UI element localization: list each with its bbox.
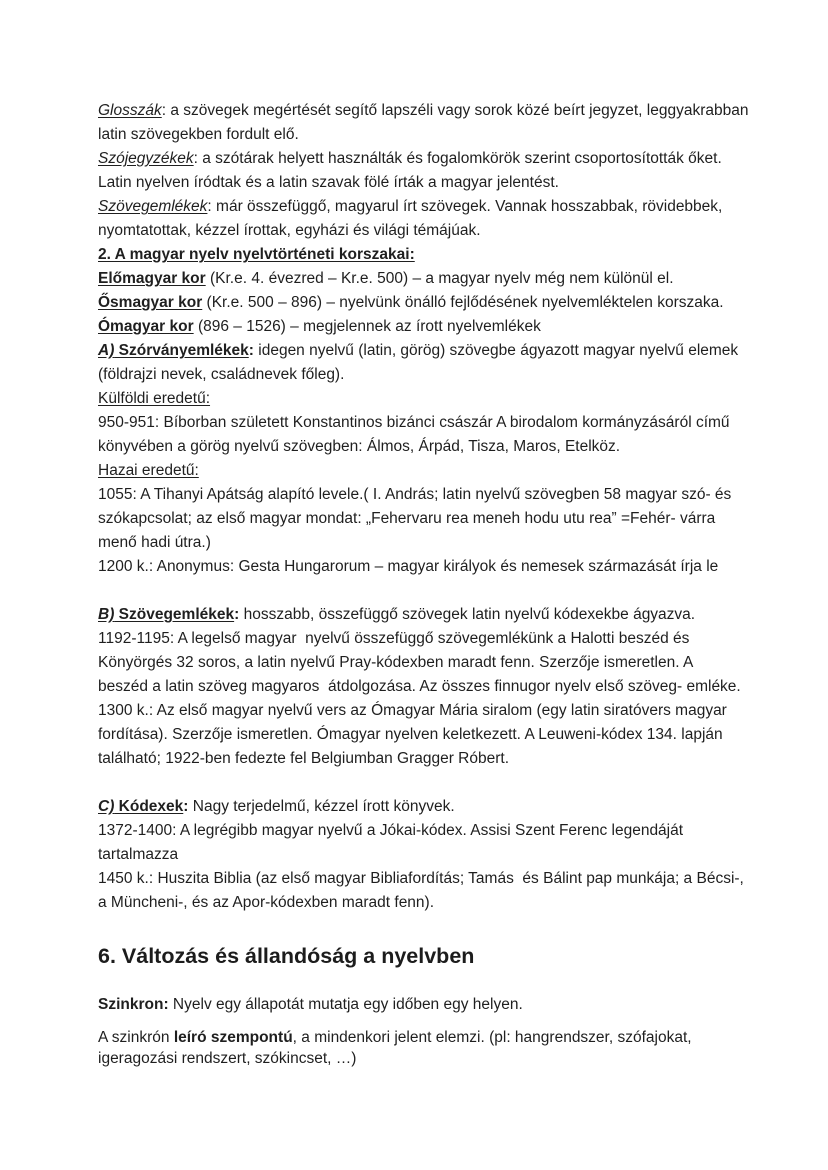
text-segment: szókapcsolat; az első magyar mondat: „Fehervaru rea meneh hodu utu rea” =Fehér- várra [98,510,716,527]
text-line [98,219,788,243]
text-segment: : a szótárak helyett használták és fogalomkörök szerint csoportosították őket. [193,150,722,167]
text-line [98,771,788,795]
text-line [98,819,788,843]
text-segment: : [248,342,254,359]
text-segment: leíró szempontú [173,1029,293,1046]
text-line [98,795,788,819]
text-line [98,993,788,1017]
text-line [98,1027,788,1048]
text-segment: a Müncheni-, és az Apor-kódexben maradt fenn). [98,894,435,911]
text-segment: menő hadi útra.) [98,534,211,551]
text-line [98,171,788,195]
text-line [98,435,788,459]
text-line [98,723,788,747]
text-segment: beszéd a latin szöveg magyaros átdolgozása. Az összes finnugor nyelv első szöveg- emléke. [98,678,741,695]
text-segment: Külföldi eredetű: [98,390,211,407]
text-segment: Ősmagyar kor [98,294,203,311]
text-line [98,627,788,651]
text-line [98,123,788,147]
text-line [98,579,788,603]
text-segment: fordítása). Szerzője ismeretlen. Ómagyar nyelven keletkezett. A Leuweni-kódex 134. lapján [98,726,723,743]
text-line [98,147,788,171]
text-line [98,891,788,915]
text-line [98,339,788,363]
text-segment: (Kr.e. 500 – 896) – nyelvünk önálló fejlődésének nyelvemléktelen korszaka. [202,294,724,311]
text-segment: Szójegyzékek [98,150,194,167]
text-segment: könyvében a görög nyelvű szövegben: Álmos, Árpád, Tisza, Maros, Etelköz. [98,438,621,455]
text-line [98,531,788,555]
text-line [98,603,788,627]
text-segment: B) [98,606,115,623]
text-line [98,555,788,579]
text-segment: A) [98,342,115,359]
text-segment: nyomtatottak, kézzel írottak, egyházi és világi témájúak. [98,222,481,239]
szinkron-leiro-block [98,1027,788,1069]
text-line [98,507,788,531]
text-line [98,195,788,219]
text-segment: Szövegemlékek [98,198,208,215]
text-segment: igeragozási rendszert, szókincset, …) [98,1050,357,1067]
text-line [98,99,788,123]
text-line [98,411,788,435]
text-line [98,1048,788,1069]
nyelvemlekek-block [98,99,788,915]
text-line [98,675,788,699]
text-line [98,747,788,771]
text-segment: 1372-1400: A legrégibb magyar nyelvű a Jókai-kódex. Assisi Szent Ferenc legendáját [98,822,684,839]
text-line [98,267,788,291]
text-line [98,843,788,867]
text-segment: Előmagyar kor [98,270,206,287]
text-segment: 1055: A Tihanyi Apátság alapító levele.( I. András; latin nyelvű szövegben 58 magyar szó- és [98,486,732,503]
text-line [98,243,788,267]
text-line [98,699,788,723]
text-line [98,483,788,507]
text-segment: hosszabb, összefüggő szövegek latin nyelvű kódexekbe ágyazva. [239,606,696,623]
text-segment: 1450 k.: Huszita Biblia (az első magyar Bibliafordítás; Tamás és Bálint pap munkája; a Bécsi-, [98,870,744,887]
text-segment: Glosszák [98,102,162,119]
text-line [98,387,788,411]
text-line [98,363,788,387]
text-segment: található; 1922-ben fedezte fel Belgiumban Gragger Róbert. [98,750,510,767]
text-segment: latin szövegekben fordult elő. [98,126,299,143]
text-segment: 1300 k.: Az első magyar nyelvű vers az Ómagyar Mária siralom (egy latin siratóvers magyar [98,702,727,719]
section-heading: 6. Változás és állandóság a nyelvben [98,944,475,968]
text-segment: Szórványemlékek [114,342,249,359]
text-segment: : [234,606,240,623]
text-segment: Ómagyar kor [98,318,194,335]
text-segment: (896 – 1526) – megjelennek az írott nyelvemlékek [193,318,541,335]
text-segment: , a mindenkori jelent elemzi. (pl: hangrendszer, szófajokat, [292,1029,692,1046]
text-segment: Latin nyelven íródtak és a latin szavak fölé írták a magyar jelentést. [98,174,559,191]
text-segment: C) [98,798,115,815]
text-line [98,867,788,891]
text-line [98,291,788,315]
text-segment: Könyörgés 32 soros, a latin nyelvű Pray-kódexben maradt fenn. Szerzője ismeretlen. A [98,654,694,671]
text-segment: Szinkron: [98,996,169,1013]
text-segment: idegen nyelvű (latin, görög) szövegbe ágyazott magyar nyelvű elemek [253,342,739,359]
text-segment: A szinkrón [98,1029,174,1046]
text-segment: Nagy terjedelmű, kézzel írott könyvek. [188,798,455,815]
szinkron-line [98,993,788,1017]
text-segment: : a szövegek megértését segítő lapszéli vagy sorok közé beírt jegyzet, leggyakrabban [161,102,749,119]
text-segment: Szövegemlékek [114,606,235,623]
text-segment: 1192-1195: A legelső magyar nyelvű összefüggő szövegemlékünk a Halotti beszéd és [98,630,690,647]
text-line [98,459,788,483]
text-line [98,651,788,675]
text-segment: : [183,798,189,815]
text-segment: 2. A magyar nyelv nyelvtörténeti korszakai: [98,246,415,263]
document-content [98,99,788,1069]
text-segment: Nyelv egy állapotát mutatja egy időben egy helyen. [168,996,523,1013]
text-segment: Hazai eredetű: [98,462,199,479]
text-segment: (Kr.e. 4. évezred – Kr.e. 500) – a magyar nyelv még nem különül el. [205,270,674,287]
text-segment: 950-951: Bíborban született Konstantinos bizánci császár A birodalom kormányzásáról című [98,414,730,431]
text-line [98,315,788,339]
text-segment: : már összefüggő, magyarul írt szövegek. Vannak hosszabbak, rövidebbek, [207,198,723,215]
text-segment: 1200 k.: Anonymus: Gesta Hungarorum – magyar királyok és nemesek származását írja le [98,558,719,575]
text-segment: tartalmazza [98,846,179,863]
text-segment: Kódexek [114,798,184,815]
text-segment: (földrajzi nevek, családnevek főleg). [98,366,345,383]
